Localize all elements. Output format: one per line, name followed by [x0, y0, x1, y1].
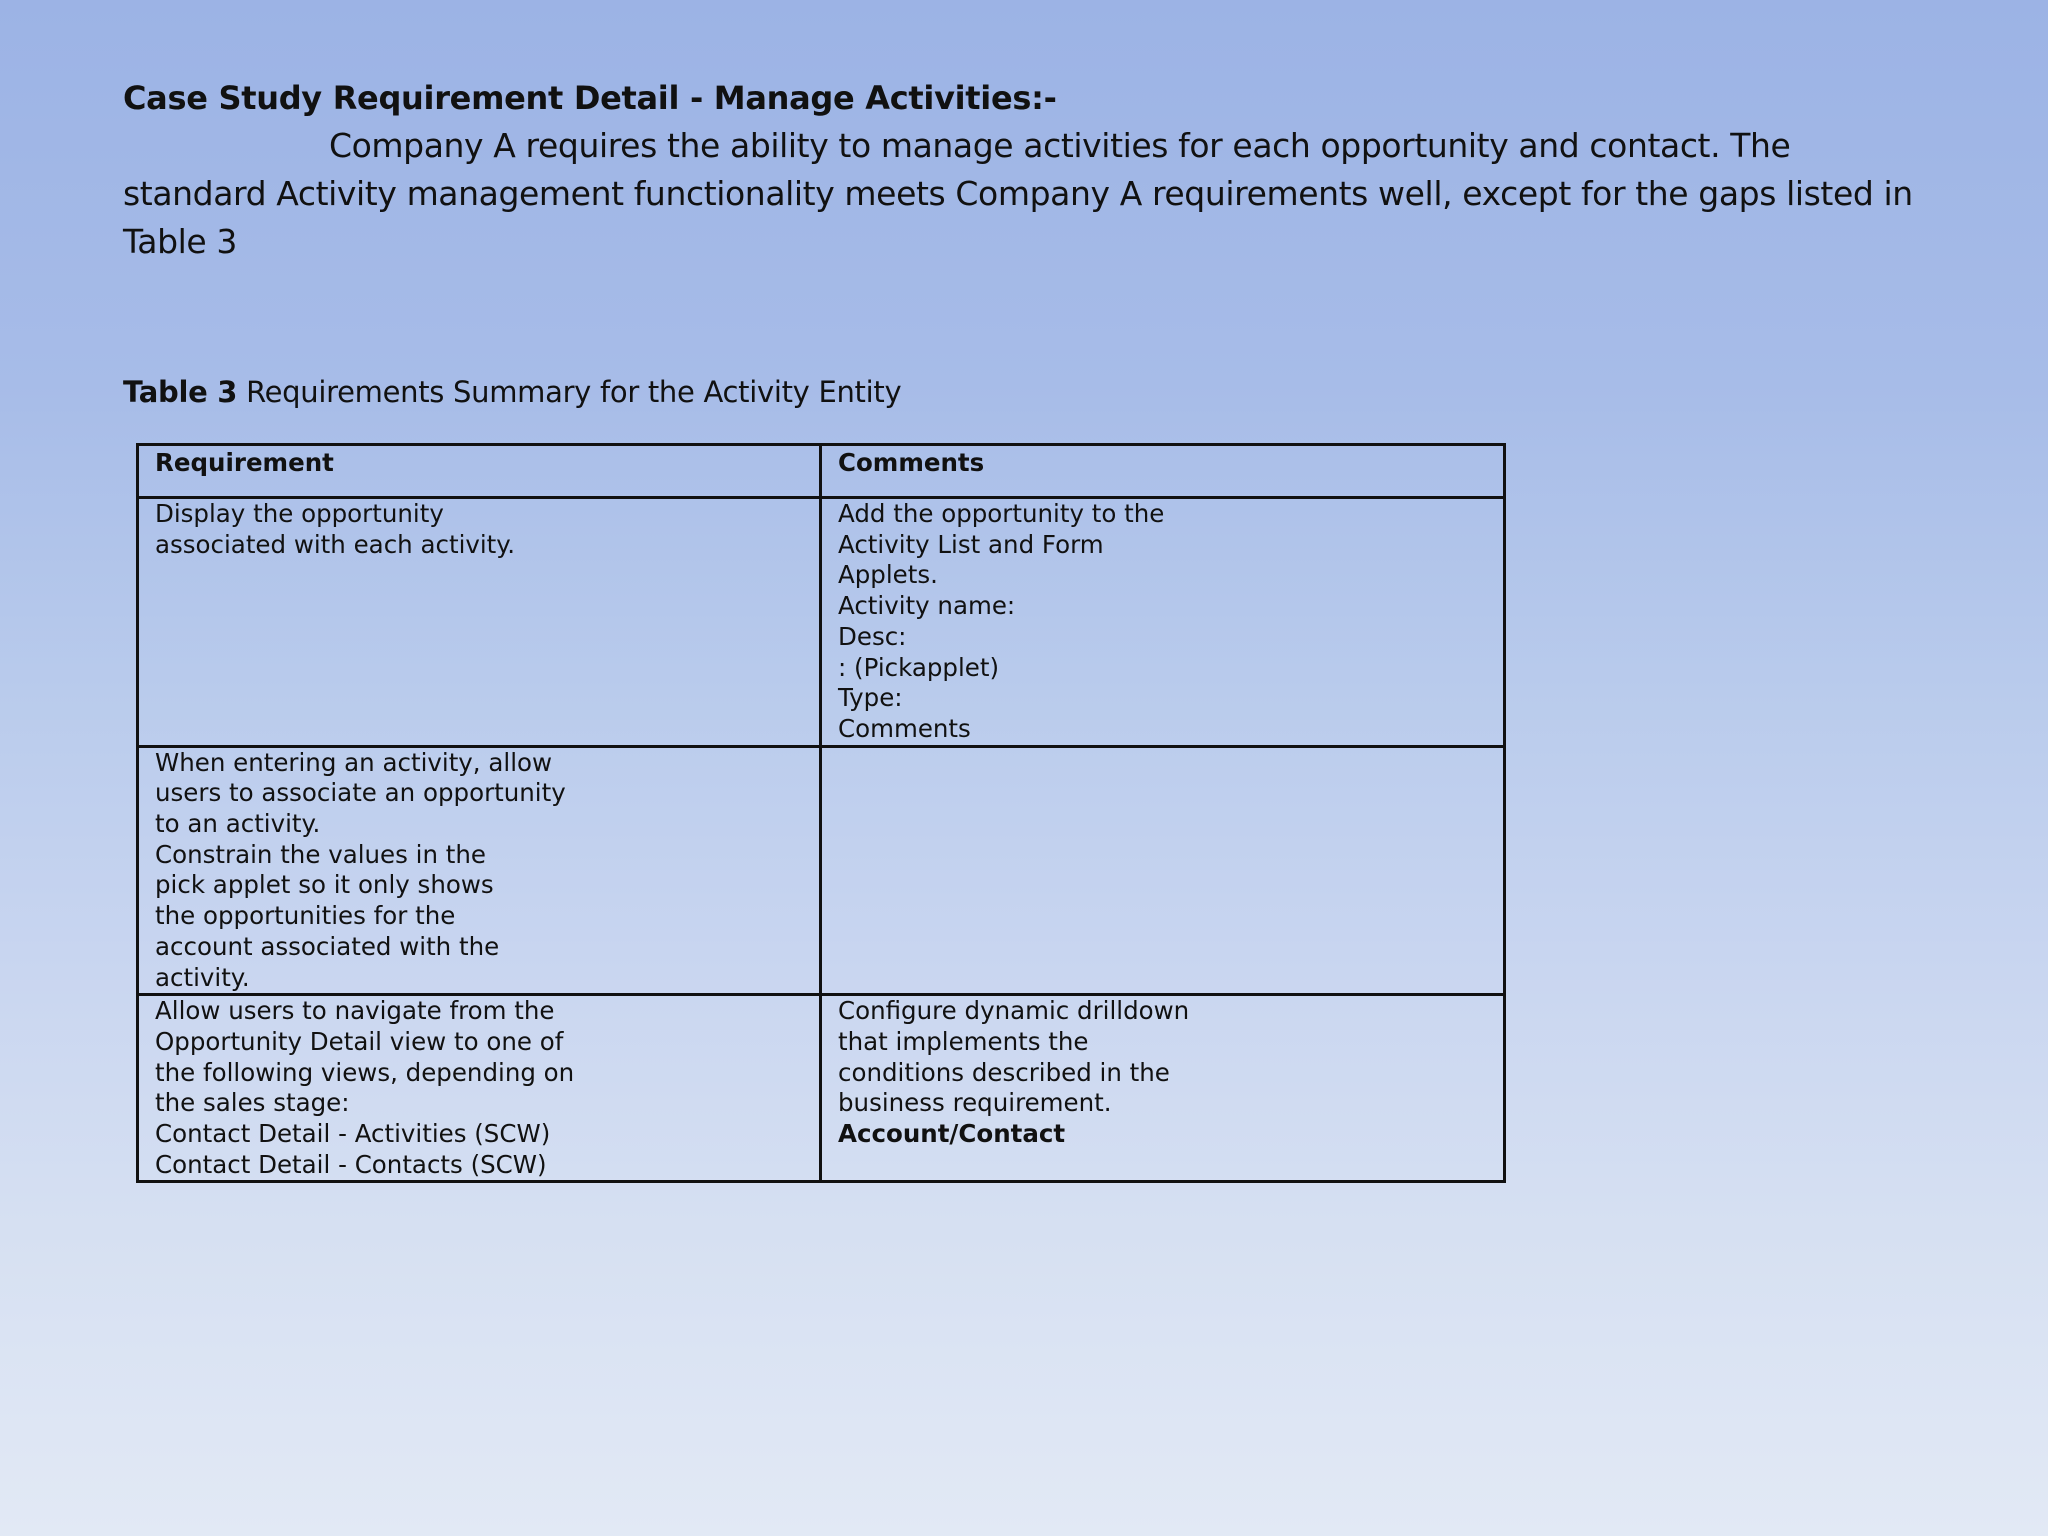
comments-line: Desc: — [838, 621, 907, 651]
requirement-line: Display the opportunity — [155, 499, 444, 528]
comments-cell — [821, 498, 1505, 747]
table-row — [138, 995, 1505, 1182]
table-header-row — [138, 445, 1505, 498]
comments-bold-line: Account/Contact — [838, 1119, 1066, 1149]
comments-line: Type: — [838, 683, 903, 713]
comments-line: Comments — [838, 713, 971, 743]
requirement-line: account associated with the — [155, 931, 500, 961]
requirement-line: Allow users to navigate from the — [155, 996, 555, 1026]
requirement-lines — [155, 499, 803, 560]
table-caption-label: Table 3 — [123, 375, 238, 409]
requirement-line: associated with each activity. — [155, 529, 516, 559]
comments-line: Applets. — [838, 560, 938, 590]
intro-line-1: Company A requires the ability to manage activities for each opportunity and contact. The — [329, 126, 1791, 165]
slide-title: Case Study Requirement Detail - Manage Activities:- — [123, 79, 1057, 117]
requirement-line: the following views, depending on — [155, 1057, 575, 1087]
requirements-table — [136, 443, 1506, 1183]
requirement-line: to an activity. — [155, 809, 321, 839]
requirement-lines — [155, 996, 803, 1180]
intro-line-3: Table 3 — [123, 222, 238, 261]
table-row — [138, 498, 1505, 747]
comments-cell — [821, 746, 1505, 995]
requirement-cell — [138, 995, 821, 1182]
requirement-line: the sales stage: — [155, 1088, 350, 1118]
table-caption-text: Requirements Summary for the Activity Entity — [237, 375, 902, 409]
comments-line: conditions described in the — [838, 1057, 1170, 1087]
requirement-cell — [138, 746, 821, 995]
comments-lines — [838, 499, 1487, 745]
comments-cell — [821, 995, 1505, 1182]
comments-line: Activity name: — [838, 591, 1016, 621]
comments-line: : (Pickapplet) — [838, 652, 1000, 682]
intro-line-2: standard Activity management functionality meets Company A requirements well, except for the gaps listed in — [123, 174, 1913, 213]
comments-line: Activity List and Form — [838, 529, 1104, 559]
header-requirement: Requirement — [138, 445, 821, 498]
requirement-line: Opportunity Detail view to one of — [155, 1026, 564, 1056]
comments-lines — [838, 996, 1487, 1150]
header-comments: Comments — [821, 445, 1505, 498]
requirement-cell — [138, 498, 821, 747]
requirement-line: users to associate an opportunity — [155, 778, 566, 808]
requirement-line: Constrain the values in the — [155, 839, 487, 869]
table-row — [138, 746, 1505, 995]
requirement-line: activity. — [155, 962, 250, 992]
intro-paragraph — [123, 122, 1963, 266]
comments-line: Configure dynamic drilldown — [838, 996, 1190, 1026]
requirement-line: the opportunities for the — [155, 901, 456, 931]
slide-heading — [123, 74, 1963, 266]
table-caption — [123, 372, 901, 412]
requirement-line: Contact Detail - Activities (SCW) — [155, 1119, 551, 1149]
comments-line: Add the opportunity to the — [838, 499, 1165, 528]
requirement-line: Contact Detail - Contacts (SCW) — [155, 1149, 547, 1179]
requirement-line: pick applet so it only shows — [155, 870, 494, 900]
comments-line: business requirement. — [838, 1088, 1112, 1118]
requirement-line: When entering an activity, allow — [155, 747, 553, 777]
comments-line: that implements the — [838, 1026, 1089, 1056]
requirement-lines — [155, 748, 803, 994]
